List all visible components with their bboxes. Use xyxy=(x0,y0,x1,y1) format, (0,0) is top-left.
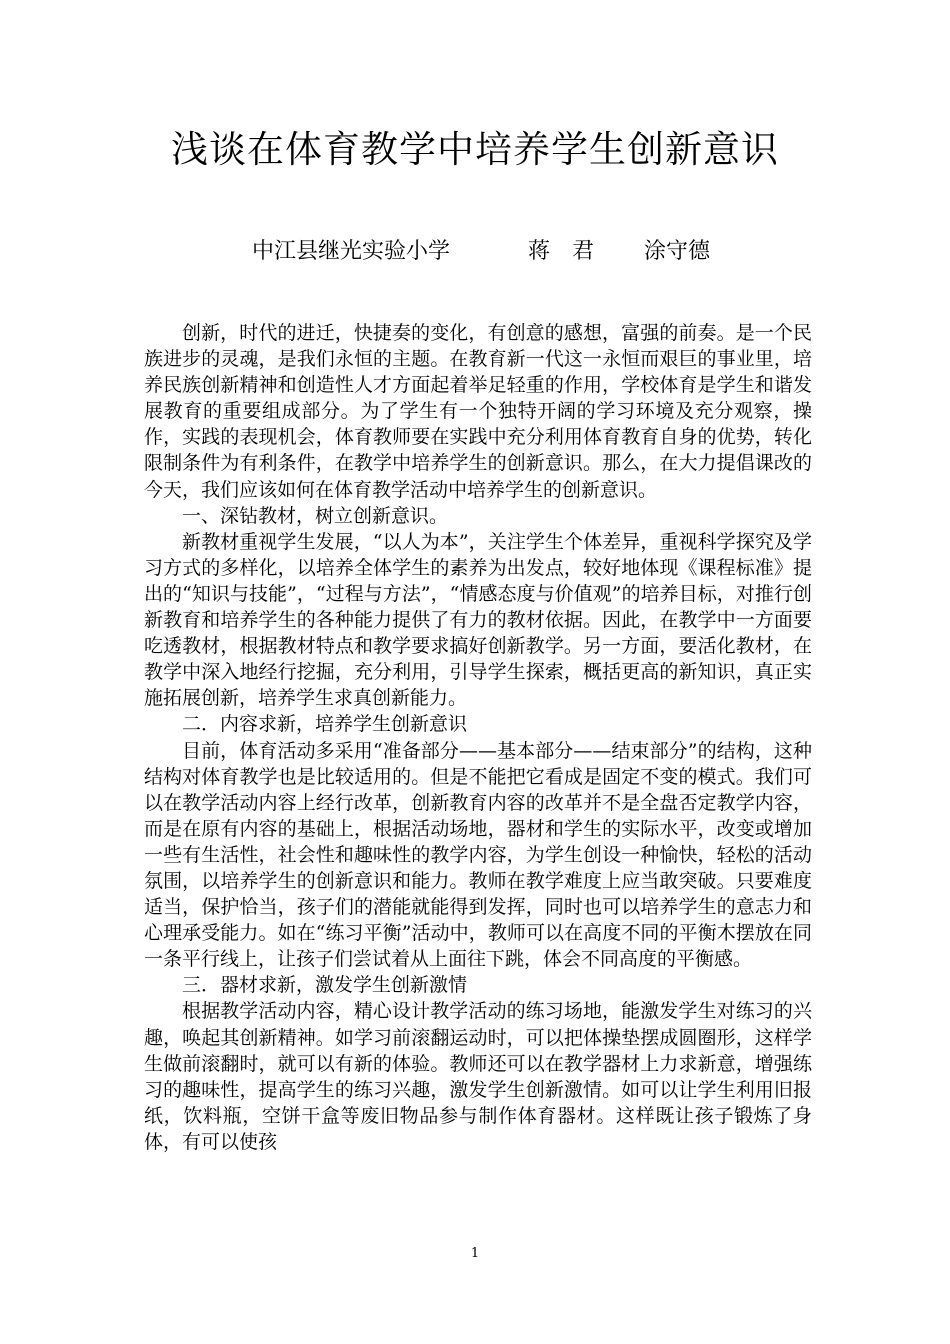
section-paragraph-2: 目前，体育活动多采用“准备部分——基本部分——结束部分”的结构，这种结构对体育教学也是比较适用的。但是不能把它看成是固定不变的模式。我们可以在教学活动内容上经行改革，创新教育内容的改革并不是全盘否定教学内容，而是在原有内容的基础上，根据活动场地，器材和学生的实际水平，改变或增加一些有生活性，社会性和趣味性的教学内容，为学生创设一种愉快，轻松的活动氛围，以培养学生的创新意识和能力。教师在教学难度上应当敢突破。只要难度适当，保护恰当，孩子们的潜能就能得到发挥，同时也可以培养学生的意志力和心理承受能力。如在“练习平衡”活动中，教师可以在高度不同的平衡木摆放在同一条平行线上，让孩子们尝试着从上面往下跳，体会不同高度的平衡感。 xyxy=(144,739,812,971)
page-number: 1 xyxy=(470,1246,480,1261)
section-heading-3: 三．器材求新，激发学生创新激情 xyxy=(182,974,468,997)
author-name-1: 蒋 君 xyxy=(528,239,595,264)
body-text xyxy=(144,320,812,1155)
section-heading-2: 二．内容求新，培养学生创新意识 xyxy=(182,713,468,736)
section-paragraph-3: 根据教学活动内容，精心设计教学活动的练习场地，能激发学生对练习的兴趣，唤起其创新精神。如学习前滚翻运动时，可以把体操垫摆成圆圈形，这样学生做前滚翻时，就可以有新的体验。教师还可以在教学器材上力求新意，增强练习的趣味性，提高学生的练习兴趣，激发学生创新激情。如可以让学生利用旧报纸，饮料瓶，空饼干盒等废旧物品参与制作体育器材。这样既让孩子锻炼了身体，有可以使孩 xyxy=(144,1000,812,1153)
school-name: 中江县继光实验小学 xyxy=(252,239,451,264)
intro-paragraph: 创新，时代的进迁，快捷奏的变化，有创意的感想，富强的前奏。是一个民族进步的灵魂，是我们永恒的主题。在教育新一代这一永恒而艰巨的事业里，培养民族创新精神和创造性人才方面起着举足轻重的作用，学校体育是学生和谐发展教育的重要组成部分。为了学生有一个独特开阔的学习环境及充分观察，操作，实践的表现机会，体育教师要在实践中充分利用体育教育自身的优势，转化限制条件为有利条件，在教学中培养学生的创新意识。那么，在大力提倡课改的今天，我们应该如何在体育教学活动中培养学生的创新意识。 xyxy=(144,322,812,501)
section-paragraph-1: 新教材重视学生发展，“以人为本”，关注学生个体差异，重视科学探究及学习方式的多样化，以培养全体学生的素养为出发点，较好地体现《课程标准》提出的“知识与技能”，“过程与方法”，“情感态度与价值观”的培养目标，对推行创新教育和培养学生的各种能力提供了有力的教材依据。因此，在教学中一方面要吃透教材，根据教材特点和教学要求搞好创新教学。另一方面，要活化教材，在教学中深入地经行挖掘，充分利用，引导学生探索，概括更高的新知识，真正实施拓展创新，培养学生求真创新能力。 xyxy=(144,530,812,710)
section-heading-1: 一、深钻教材，树立创新意识。 xyxy=(182,504,449,527)
document-title: 浅谈在体育教学中培养学生创新意识 xyxy=(171,128,779,171)
author-byline xyxy=(252,236,710,268)
author-name-2: 涂守德 xyxy=(644,239,711,264)
